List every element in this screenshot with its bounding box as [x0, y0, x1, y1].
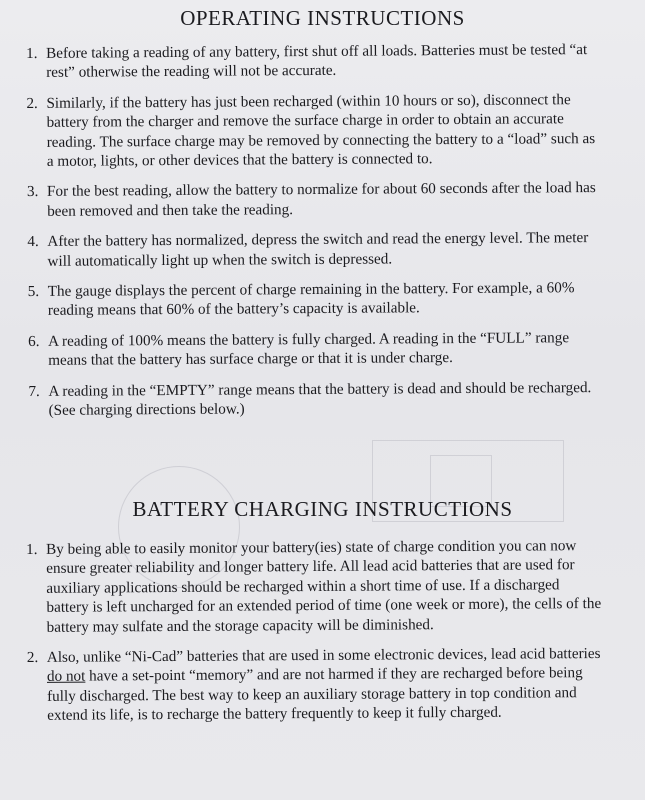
list-item [26, 90, 602, 172]
item-number: 1. [26, 540, 38, 558]
battery-charging-heading: BATTERY CHARGING INSTRUCTIONS [132, 497, 513, 521]
list-item [26, 536, 602, 637]
item-text: A reading of 100% means the battery is fully charged. A reading in the “FULL” range means that the battery has surface charge or that it is under charge. [48, 329, 570, 370]
item-text: For the best reading, allow the battery to normalize for about 60 seconds after the load has been removed and then take the reading. [46, 179, 596, 220]
item-text: By being able to easily monitor your battery(ies) state of charge condition you can now ensure greater reliability and longer battery life. All lead acid batteries that are used for auxiliary applications should be recharged within a short time of use. If a discharged battery is left uncharged for an extended period of time (one week or more), the cells of the battery may sulfate and the storage capacity will be diminished. [46, 537, 602, 636]
list-item [27, 644, 603, 726]
item-number: 2. [26, 648, 39, 667]
charging-instructions-list [26, 536, 602, 737]
item-text: A reading in the “EMPTY” range means that the battery is dead and should be recharged. (See charging directions below.) [48, 378, 592, 419]
item-number: 6. [28, 332, 40, 350]
item-number: 4. [27, 233, 39, 251]
operating-instructions-heading: OPERATING INSTRUCTIONS [180, 6, 465, 30]
item-number: 5. [27, 282, 40, 301]
item-text: The gauge displays the percent of charge remaining in the battery. For example, a 60% reading means that 60% of the battery’s capacity is available. [47, 279, 575, 320]
item-text: Before taking a reading of any battery, first shut off all loads. Batteries must be tested “at rest” otherwise the reading will not be accurate. [46, 41, 588, 82]
item-number: 7. [28, 382, 40, 400]
item-text: have a set-point “memory” and are not harmed if they are recharged before being fully discharged. The best way to keep an auxiliary storage battery in top condition and extend its life, is to recharge the battery frequently to keep it fully charged. [47, 664, 583, 725]
item-number: 1. [26, 44, 38, 62]
operating-instructions-list [26, 40, 604, 432]
item-text: Similarly, if the battery has just been recharged (within 10 hours or so), disconnect the battery from the charger and remove the surface charge in order to obtain an accurate reading. The surface charge may be removed by connecting the battery to a “load” such as a motor, lights, or other devices that the battery is connected to. [46, 91, 596, 170]
list-item [28, 328, 603, 371]
list-item [28, 278, 603, 321]
item-number: 3. [26, 183, 39, 201]
list-item [27, 228, 602, 271]
item-text: After the battery has normalized, depress the switch and read the energy level. The meter will automatically light up when the switch is depressed. [47, 229, 589, 270]
underlined-emphasis: do not [46, 668, 86, 686]
list-item [28, 378, 603, 421]
item-number: 2. [26, 94, 38, 112]
item-text: Also, unlike “Ni-Cad” batteries that are used in some electronic devices, lead acid batteries [46, 645, 601, 666]
list-item [26, 40, 601, 83]
list-item [27, 178, 602, 221]
